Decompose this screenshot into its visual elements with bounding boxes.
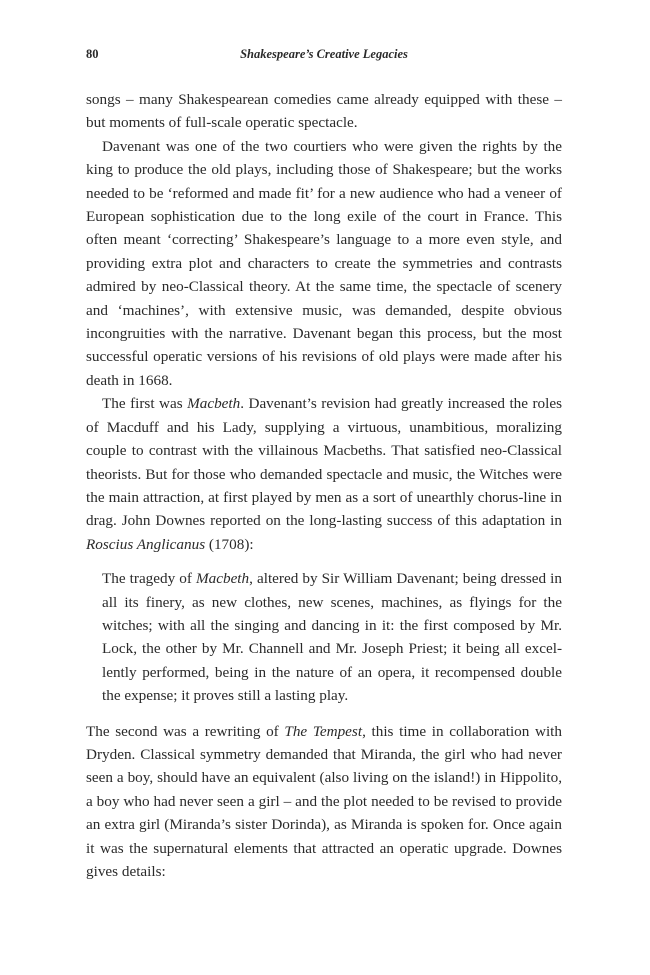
paragraph-continued <box>86 88 562 135</box>
text-run: The tragedy of <box>102 570 196 588</box>
paragraph-macbeth <box>86 392 562 556</box>
text-run: . Davenant’s revision had greatly increased the roles of Macduff and his Lady, supplying a virtuous, unambitious, moralizing couple to contrast with the villainous Macbeths. That satisfied neo-Classical theorists. But for those who demanded spectacle and music, the Witches were the main attraction, at first played by men as a sort of unearthly chorus-line in drag. John Downes reported on the long-lasting success of this adaptation in <box>86 395 562 530</box>
italic-title: Roscius Anglicanus <box>86 535 206 553</box>
quote-paragraph <box>102 567 562 707</box>
text-run: , altered by Sir William Davenant; being dressed in all its finery, as new clothes, new scenes, machines, as flyings for the witches; with all the singing and dancing in it: the first composed by Mr. Lock, the other by Mr. Channell and Mr. Joseph Priest; it being all excellently performed, being in the nature of an opera, it recompensed double the expense; it proves still a lasting play. <box>102 570 562 705</box>
block-quote <box>102 567 562 707</box>
text-run: songs – many Shakespearean comedies came already equipped with these – but moments of full-scale operatic spectacle. <box>86 91 562 132</box>
text-run: Davenant was one of the two courtiers who were given the rights by the king to produce the old plays, including those of Shakespeare; but the works needed to be ‘reformed and made fit’ for a new audience who had a veneer of European sophistication due to the long exile of the court in France. This often meant ‘correcting’ Shakespeare’s language to a more even style, and providing extra plot and characters to create the symmetries and contrasts admired by neo-Classical theory. At the same time, the spectacle of scenery and ‘machines’, with extensive music, was demanded, despite obvious incongruities with the narrative. Davenant began this process, but the most successful operatic versions of his revisions of old plays were made after his death in 1668. <box>86 137 562 389</box>
text-run: The second was a rewriting of <box>86 722 285 740</box>
text-run: , this time in collaboration with Dryden. Classical symmetry demanded that Miranda, the girl who had never seen a boy, should have an equivalent (also living on the island!) in Hippolito, a boy who had never seen a girl – and the plot needed to be revised to provide an extra girl (Miranda’s sister Dorinda), as Miranda is spoken for. Once again it was the supernatural elements that attracted an operatic upgrade. Downes gives details: <box>86 722 562 880</box>
book-page <box>86 44 562 883</box>
text-run: (1708): <box>205 535 254 553</box>
page-number: 80 <box>86 47 99 61</box>
text-run: The first was <box>102 395 188 413</box>
italic-title: Macbeth <box>195 570 250 588</box>
paragraph-davenant <box>86 135 562 392</box>
running-head <box>86 44 562 66</box>
italic-title: The Tempest <box>284 722 363 740</box>
body-text <box>86 88 562 883</box>
paragraph-tempest <box>86 720 562 884</box>
running-title: Shakespeare’s Creative Legacies <box>240 47 408 61</box>
italic-title: Macbeth <box>187 395 241 413</box>
